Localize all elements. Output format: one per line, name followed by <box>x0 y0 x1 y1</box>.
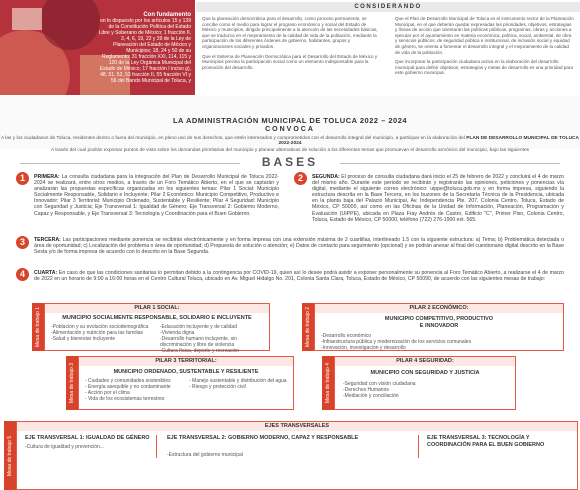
graphic-shape <box>12 8 42 30</box>
base-number: 3 <box>16 236 29 249</box>
pilar-subtitle: MUNICIPIO CON SEGURIDAD Y JUSTICIA <box>370 370 480 376</box>
considerando-title: CONSIDERANDO <box>196 2 580 12</box>
convoca-line2: A través del cual podrán expresar puntos de vista sobre los demandas prioritarias del municipio y planear alternativas de solución a los diferentes temas que promuevan el desarrollo armónico del municipio, bajo las siguientes <box>50 148 530 153</box>
ejes-box <box>16 421 578 490</box>
mesa-tab: Mesa de trabajo 2 <box>302 303 314 351</box>
base-tercera: TERCERA: Las participaciones mediante ponencia se recibirán electrónicamente y en forma impresa con una extensión máxima de 2 cuartillas, interlineado 1.5 con la siguiente estructura: a) Tema; b) Problemática detectada o área de oportunidad; c) Localización del problema o área de oportunidad; d) Propuesta de solución o atención; e) Datos de contacto para seguimiento (opcional) y se podrán anexar al final del cuestionario digital descrito en la Base Sexta y/o de forma impresa de acuerdo con lo descrito en la Base Segunda. <box>34 237 564 256</box>
considerando-paragraph: Que el Plan de Desarrollo Municipal de Toluca es el instrumento rector de la Planeación Municipal, en el que deberán quedar expresadas las prioridades, objetivos, estrategias y líneas de acción que orientarán las políticas públicas, programas, obras y acciones a ejecutar por el ayuntamiento en materia económica, política, social, ambiental, de obra y servicios públicos, de seguridad pública e institucional, de inclusión social y equidad de género, se orienta a fomentar el desarrollo integral y el mejoramiento de la calidad de vida de la población. <box>395 16 574 55</box>
considerando-section <box>196 2 580 95</box>
mesa-tab: Mesa de trabajo 5 <box>4 421 16 490</box>
pilar-list: - Ciudades y comunidades sostenibles - Energía asequible y no contaminante - Acción por el clima - Vida de los ecosistemas terrestres <box>85 378 171 402</box>
top-band <box>0 0 580 95</box>
admin-title: LA ADMINISTRACIÓN MUNICIPAL DE TOLUCA 2022 – 2024 <box>172 116 408 125</box>
pilar-list: -Seguridad con visión ciudadana -Derechos Humanos -Mediación y conciliación <box>343 381 416 399</box>
pilar-1-box <box>44 303 270 354</box>
mesa-tab: Mesa de trabajo 4 <box>322 356 334 410</box>
pilar-list: -Educación incluyente y de calidad -Vivienda digna -Desarrollo humano incluyente, sin discriminación y libre de violencia -Cultura física, deporte y recreación <box>160 324 240 354</box>
base-number: 4 <box>16 268 29 281</box>
header-graphic <box>0 0 195 95</box>
base-number: 2 <box>294 172 307 185</box>
divider <box>340 163 560 164</box>
pilar-list: - Manejo sustentable y distribución del agua - Riesgo y protección civil <box>189 378 287 390</box>
base-cuarta: CUARTA: En caso de que las condiciones sanitarias lo permitan debido a la contingencia por COVID-19, quien así lo desee podrá asistir a exponer personalmente su ponencia al Foro Temático Abierto, a realizarse el 4 de marzo de 2022 en un horario de 9:00 a 16:00 horas en el Centro Cultural Toluca, ubicado en Av. Miguel Hidalgo No. 201, Colonia Santa Clara, Toluca, Estado de México, CP 50090, de acuerdo con las siguientes mesas de trabajo: <box>34 270 564 283</box>
pilar-list: -Población y su evolución sociodemográfica -Alimentación y nutrición para las familias -Salud y bienestar incluyente <box>51 324 149 342</box>
considerando-paragraph: Que incorporar la participación ciudadana activa en la elaboración del desarrollo municipal para definir objetivos, estrategias y metas de desarrollo es una prioridad para este gobierno municipal. <box>395 59 573 76</box>
considerando-right <box>395 16 574 80</box>
convoca-section <box>0 96 580 153</box>
mesa-tab: Mesa de trabajo 1 <box>32 303 44 351</box>
bases-title: BASES <box>261 155 319 169</box>
eje-2: EJE TRANSVERSAL 2: GOBIERNO MODERNO, CAPAZ Y RESPONSABLE -Estructura del gobierno municipal <box>161 435 419 458</box>
pilar-subtitle: MUNICIPIO COMPETITIVO, PRODUCTIVO E INNOVADOR <box>384 316 494 329</box>
fundamento-body: en lo dispuesto por los artículos 15 y 139 de la Constitución Política del Estado Libre y Soberano de México; 1 fracción II, 3, 4, 6, 19, 22 y 39 de la Ley de Planeación del Estado de México y Municipios; 18, 24 y 50 de su Reglamento; 31 fracción XXI, 114, 115 y 120 de la Ley Orgánica Municipal del Estado de México; 17 fracción I inciso g), 48, 51, 52, 53 fracción II, 55 fracción VI y 56 del Bando Municipal de Toluca, y <box>98 18 191 84</box>
fundamento-text <box>98 12 191 84</box>
base-number: 1 <box>16 172 29 185</box>
fundamento-title: Con fundamento <box>143 12 191 18</box>
divider <box>20 163 240 164</box>
convoca-line1: A las y los ciudadanos de Toluca, residentes dentro o fuera del municipio, en pleno uso de sus derechos, que estén interesados y comprometidos con el desarrollo integral del municipio, a participar en la elaboración del PLAN DE DESARROLLO MUNICIPAL DE TOLUCA 2022-2024 <box>1 136 579 146</box>
pilar-subtitle: MUNICIPIO ORDENADO, SUSTENTABLE Y RESILIENTE <box>113 369 259 375</box>
eje-1: EJE TRANSVERSAL 1: IGUALDAD DE GÉNERO -Cultura de igualdad y prevención... <box>21 435 157 458</box>
considerando-left <box>202 16 381 80</box>
base-primera: PRIMERA: La consulta ciudadana para la integración del Plan de Desarrollo Municipal de Toluca 2022-2024 se realizará, entre otros medios, a través de un Foro Temático Abierto, en el que se captarán y analizarán las propuestas específicas organizadas en los siguientes temas: Pilar 1 Social: Municipio Socialmente Responsable, Solidario e Incluyente; Pilar 2 Económico: Municipio Competitivo, Productivo e Innovador; Pilar 3 Territorial: Municipio Ordenado, Sustentable y Resiliente; Pilar 4 Seguridad: Municipio con Seguridad y Justicia; Eje Transversal 1: Igualdad de Género; Eje Transversal 2: Gobierno Moderno, Capaz y Responsable, y Eje Transversal 3: Tecnología y Coordinación para el Buen Gobierno. <box>34 174 279 217</box>
eje-3: EJE TRANSVERSAL 3: TECNOLOGÍA Y COORDINACIÓN PARA EL BUEN GOBIERNO <box>427 435 545 448</box>
pilar-4-box <box>334 356 516 410</box>
plan-name: PLAN DE DESARROLLO MUNICIPAL DE TOLUCA 2022-2024 <box>278 136 579 146</box>
base-segunda: SEGUNDA: El proceso de consulta ciudadana dará inicio el 25 de febrero de 2022 y concluirá el 4 de marzo del mismo año. Durante este periodo se recibirán y registrarán las opiniones, peticiones y ponencias vía digital, mediante el siguiente correo electrónico: uippe@toluca.gob.mx y en forma impresa, siguiendo la estructura descrita en la Base Tercera, en los buzones de la Secretaría Técnica de la Presidencia, ubicada en la planta baja del Palacio Municipal, Av. Independencia Pte. 207, Colonia Centro, Toluca, Estado de México, CP 50000, así como en las Oficinas de la Unidad de Información, Planeación, Programación y Evaluación (UIPPE), ubicada en Plaza Fray Andrés de Castro, Edificio "C", Primer Piso, Colonia Centro, Toluca, Estado de México, CP 50000, teléfono (722) 276-1900 ext. 565. <box>312 174 564 223</box>
pilar-title: PILAR 3 TERRITORIAL: <box>79 357 293 366</box>
pilar-title: PILAR 1 SOCIAL: <box>45 304 269 313</box>
pilar-subtitle: MUNICIPIO SOCIALMENTE RESPONSABLE, SOLIDARIO E INCLUYENTE <box>62 315 252 321</box>
pilar-title: PILAR 2 ECONÓMICO: <box>315 304 563 313</box>
pilar-3-box <box>78 356 294 410</box>
considerando-paragraph: Que la planeación democrática para el desarrollo, como proceso permanente, se concibe como el medio para lograr el progreso económico y social del Estado de México y municipios, dirigido principalmente a la atención de las necesidades básicas, que se traduzca en el mejoramiento de la calidad de vida de la población, mediante la participación de los diferentes órdenes de gobierno, habitantes, grupos y organizaciones sociales y privados. <box>202 16 378 49</box>
ejes-title: EJES TRANSVERSALES <box>17 422 577 431</box>
pilar-list: -Desarrollo económico -Infraestructura pública y modernización de los servicios comunales -Innovación, investigación y desarrollo <box>321 333 472 351</box>
convoca-heading: CONVOCA <box>265 126 315 133</box>
mesa-tab: Mesa de trabajo 3 <box>66 356 78 410</box>
bases-section <box>0 155 580 169</box>
pilar-2-box <box>314 303 564 351</box>
considerando-paragraph: Que el Sistema de Planeación Democrática para el Desarrollo del Estado de México y Municipios precisa la participación social como un elemento indispensable para la promoción del desarrollo. <box>202 53 378 70</box>
pilar-title: PILAR 4 SEGURIDAD: <box>335 357 515 366</box>
